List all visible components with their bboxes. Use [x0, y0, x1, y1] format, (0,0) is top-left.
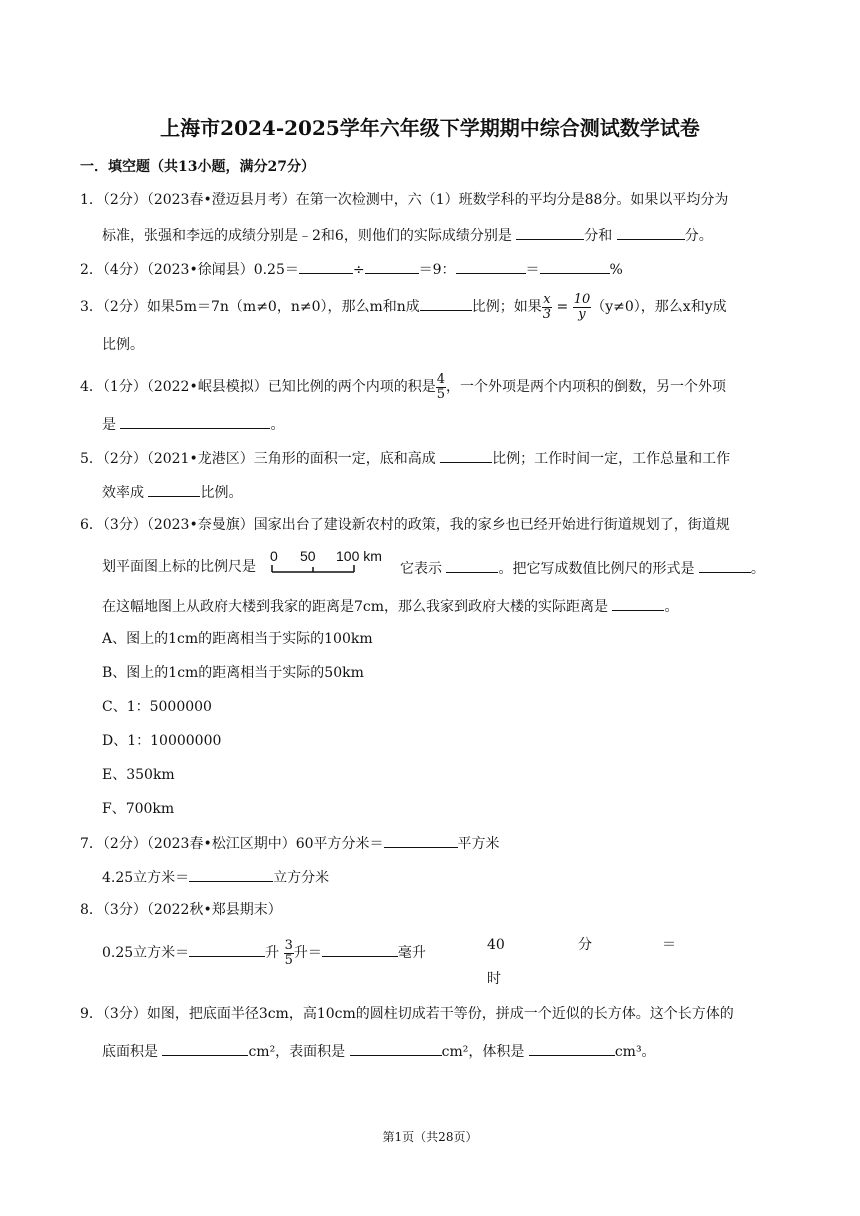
q8-line1: 8．（3分）（2022秋•郑县期末）: [80, 902, 282, 918]
q6-line2a: 划平面图上标的比例尺是: [102, 559, 256, 575]
q7-text-c: 4.25立方米＝: [102, 870, 190, 886]
q9-blank-1[interactable]: [162, 1041, 248, 1056]
q5-text-b: 比例；工作时间一定，工作总量和工作: [492, 451, 731, 467]
q1-line1: 1．（2分）（2023春•澄迈县月考）在第一次检测中，六（1）班数学科的平均分是88分。如果以平均分为: [80, 192, 729, 208]
q6-option-f[interactable]: F、700km: [102, 801, 175, 817]
scale-label-100: 100 km: [336, 548, 382, 564]
scale-bar: [270, 548, 390, 578]
q1-blank-1[interactable]: [516, 225, 584, 240]
q9-blank-3[interactable]: [529, 1041, 615, 1056]
q8-time-unit-hour: 时: [487, 971, 501, 987]
page-footer: 第1页（共28页）: [382, 1130, 478, 1144]
q7-blank-2[interactable]: [189, 867, 273, 882]
scale-label-50: 50: [300, 548, 316, 564]
q9-text-c: cm²，体积是: [441, 1044, 525, 1060]
q5-text-a: 5．（2分）（2021•龙港区）三角形的面积一定，底和高成: [80, 451, 436, 467]
q6-text-b: 它表示: [400, 561, 442, 577]
q7-text-a: 7．（2分）（2023春•松江区期中）60平方分米＝: [80, 836, 384, 852]
q6-option-c[interactable]: C、1：5000000: [102, 699, 212, 715]
q5-blank-2[interactable]: [148, 482, 200, 497]
q6-blank-2[interactable]: [699, 558, 751, 573]
q2-blank-1[interactable]: [299, 259, 353, 274]
q1-unit-1: 分和: [584, 228, 613, 244]
q6-blank-1[interactable]: [446, 558, 498, 573]
q8-text-a: 0.25立方米＝: [102, 945, 190, 961]
q8-time-value: 40: [487, 937, 505, 953]
q2-blank-2[interactable]: [365, 259, 419, 274]
section-heading: 一．填空题（共13小题，满分27分）: [80, 159, 315, 175]
q6-line2b: [400, 558, 765, 578]
q4-text-c: 是: [102, 417, 116, 433]
q8-time-equals: ＝: [662, 937, 676, 953]
q6-text-e: 在这幅地图上从政府大楼到我家的距离是7cm，那么我家到政府大楼的实际距离是: [102, 599, 609, 615]
q3-text-b: 比例；如果: [471, 299, 542, 315]
q6-option-b[interactable]: B、图上的1cm的距离相当于实际的50km: [102, 665, 364, 681]
q8-text-b: 升: [265, 945, 280, 961]
q3-blank-1[interactable]: [420, 296, 472, 311]
q2-blank-4[interactable]: [540, 259, 610, 274]
q8-time-unit-min: 分: [578, 937, 592, 953]
q9-blank-2[interactable]: [350, 1041, 442, 1056]
q2-blank-3[interactable]: [456, 259, 526, 274]
q2-text-e: %: [609, 262, 623, 278]
q6-text-d: 。: [750, 561, 765, 577]
q5-blank-1[interactable]: [440, 448, 492, 463]
q7-text-d: 立方分米: [273, 870, 330, 886]
q8-line2: [102, 936, 426, 970]
q7-line1: [80, 833, 500, 853]
q4-text-b: ，一个外项是两个内项积的倒数，另一个外项: [445, 379, 726, 395]
q2-text-c: ＝9：: [418, 262, 456, 278]
q2-line: [80, 259, 623, 279]
q8-blank-2[interactable]: [322, 942, 398, 957]
q5-text-d: 比例。: [200, 485, 243, 501]
q3-fraction-y: $\frac{10}{y}$: [573, 291, 591, 322]
q6-text-c: 。把它写成数值比例尺的形式是: [498, 561, 695, 577]
q8-text-c: 升＝: [293, 945, 322, 961]
q4-text-a: 4．（1分）（2022•岷县模拟）已知比例的两个内项的积是: [80, 379, 436, 395]
q6-line3: [102, 596, 678, 616]
q6-option-d[interactable]: D、1：10000000: [102, 733, 222, 749]
q1-unit-2: 分。: [684, 228, 713, 244]
q2-text-a: 2．（4分）（2023•徐闻县）0.25＝: [80, 262, 299, 278]
scale-bar-icon: [270, 548, 360, 578]
q8-text-d: 毫升: [397, 945, 426, 961]
q7-line2: [102, 867, 329, 887]
q4-fraction: $\frac{4}{5}$: [436, 371, 445, 402]
q5-line2: [102, 482, 242, 502]
q5-line1: [80, 448, 730, 468]
q3-line2: 比例。: [102, 337, 144, 353]
q1-blank-2[interactable]: [617, 225, 685, 240]
q2-text-d: ＝: [525, 262, 540, 278]
q8-fraction: $\frac{3}{5}$: [284, 937, 293, 968]
q4-line1: [80, 370, 726, 404]
q9-line2: [102, 1041, 656, 1061]
q3-fraction-x: $\frac{x}{3}$: [542, 291, 552, 322]
q6-blank-3[interactable]: [612, 596, 664, 611]
q6-line1: 6．（3分）（2023•奈曼旗）国家出台了建设新农村的政策，我的家乡也已经开始进行街道规划了，街道规: [80, 517, 730, 533]
q9-text-d: cm³。: [614, 1044, 656, 1060]
q7-blank-1[interactable]: [384, 833, 458, 848]
q3-equals: =: [556, 299, 569, 315]
q4-blank[interactable]: [120, 414, 270, 429]
q6-text-f: 。: [664, 599, 679, 615]
q3-text-a: 3．（2分）如果5m＝7n（m≠0，n≠0），那么m和n成: [80, 299, 420, 315]
q2-text-b: ÷: [352, 262, 365, 278]
scale-label-0: 0: [270, 548, 278, 564]
q4-line2: [102, 414, 284, 434]
q3-text-c: （y≠0），那么x和y成: [591, 299, 727, 315]
q9-text-a: 底面积是: [102, 1044, 158, 1060]
q3-line1: [80, 292, 727, 322]
q1-text: 标准，张强和李远的成绩分别是﹣2和6，则他们的实际成绩分别是: [102, 228, 512, 244]
q7-text-b: 平方米: [457, 836, 500, 852]
q9-line1: 9．（3分）如图，把底面半径3cm，高10cm的圆柱切成若干等份，拼成一个近似的长方体。这个长方体的: [80, 1006, 734, 1022]
q5-text-c: 效率成: [102, 485, 144, 501]
q4-text-d: 。: [270, 417, 285, 433]
q6-option-a[interactable]: A、图上的1cm的距离相当于实际的100km: [102, 631, 373, 647]
q9-text-b: cm²，表面积是: [248, 1044, 346, 1060]
q1-line2: [102, 225, 713, 245]
q6-option-e[interactable]: E、350km: [102, 767, 175, 783]
q8-blank-1[interactable]: [189, 942, 265, 957]
paper-title: 上海市2024-2025学年六年级下学期期中综合测试数学试卷: [160, 116, 700, 140]
